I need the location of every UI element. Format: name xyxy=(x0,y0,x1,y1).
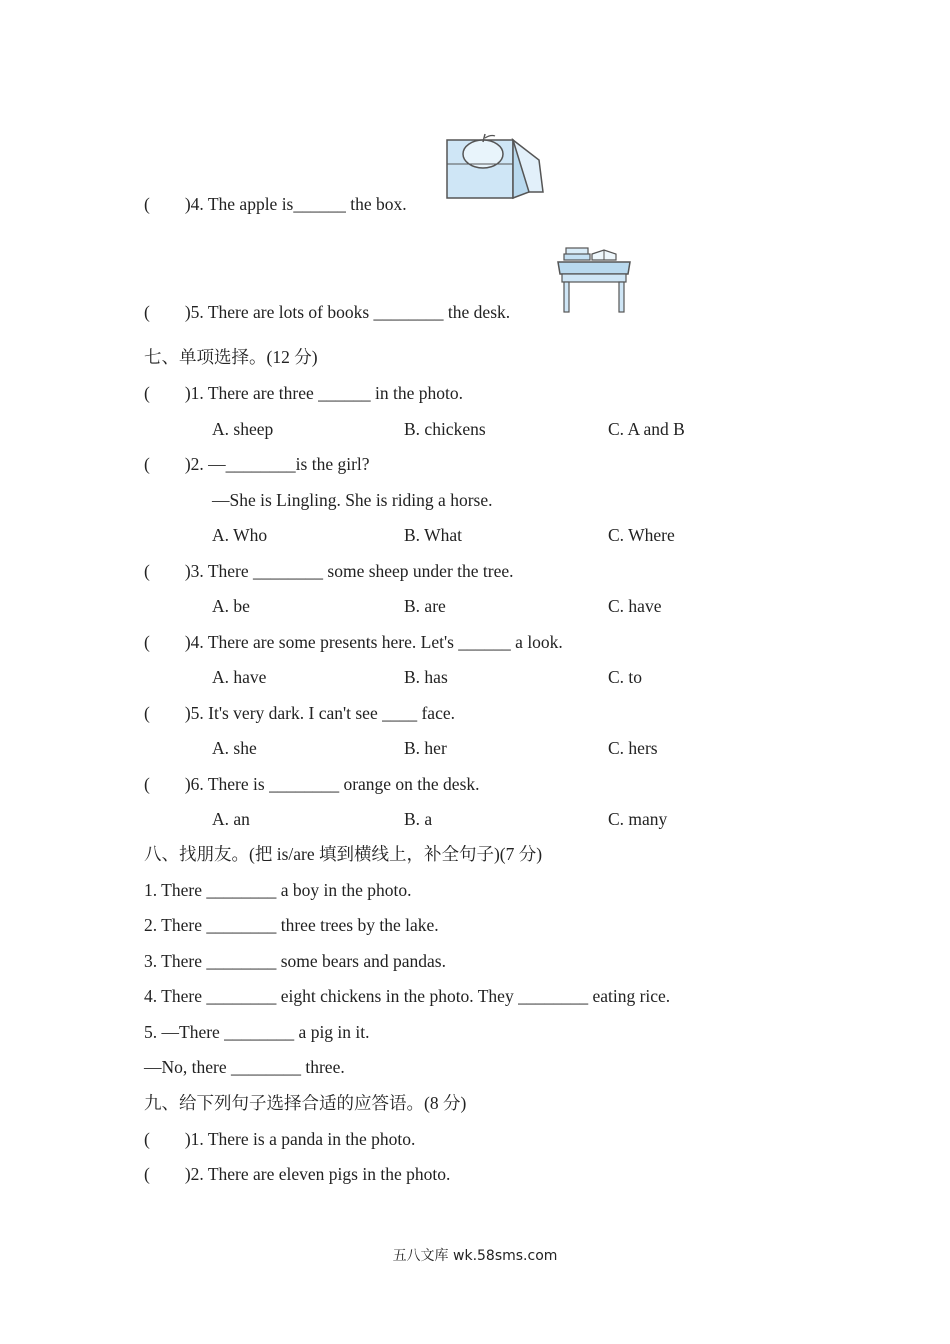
question-9-1: ( )1. There is a panda in the photo. xyxy=(144,1129,416,1149)
option-7-3-b: B. are xyxy=(404,596,446,616)
question-7-3: ( )3. There ________ some sheep under the tree. xyxy=(144,561,514,581)
question-7-2-sub: —She is Lingling. She is riding a horse. xyxy=(212,490,493,510)
option-7-3-a: A. be xyxy=(212,596,250,616)
option-7-3-c: C. have xyxy=(608,596,662,616)
fill-item-8-5: 5. —There ________ a pig in it. xyxy=(144,1022,370,1042)
option-7-2-b: B. What xyxy=(404,525,463,545)
option-7-6-c: C. many xyxy=(608,809,668,829)
option-7-1-b: B. chickens xyxy=(404,419,486,439)
option-7-2-a: A. Who xyxy=(212,525,268,545)
option-7-4-a: A. have xyxy=(212,667,267,687)
option-7-6-a: A. an xyxy=(212,809,250,829)
question-9-2: ( )2. There are eleven pigs in the photo. xyxy=(144,1164,451,1184)
option-7-4-b: B. has xyxy=(404,667,448,687)
option-7-4-c: C. to xyxy=(608,667,643,687)
question-7-5: ( )5. It's very dark. I can't see ____ face. xyxy=(144,703,455,723)
section-8-heading: 八、找朋友。(把 is/are 填到横线上，补全句子)(7 分) xyxy=(144,844,543,864)
option-7-2-c: C. Where xyxy=(608,525,675,545)
option-7-1-a: A. sheep xyxy=(212,419,274,439)
question-7-2: ( )2. —________is the girl? xyxy=(144,454,370,474)
question-7-4: ( )4. There are some presents here. Let's ______ a look. xyxy=(144,632,563,652)
fill-item-8-3: 3. There ________ some bears and pandas. xyxy=(144,951,446,971)
question-6-5: ( )5. There are lots of books ________ the desk. xyxy=(144,302,511,322)
question-7-1: ( )1. There are three ______ in the photo. xyxy=(144,383,463,403)
option-7-5-b: B. her xyxy=(404,738,447,758)
apple-in-box-picture xyxy=(443,130,547,202)
option-7-5-c: C. hers xyxy=(608,738,658,758)
footer-watermark: 五八文库 wk.58sms.com xyxy=(392,1248,558,1264)
section-9-heading: 九、给下列句子选择合适的应答语。(8 分) xyxy=(144,1093,467,1113)
question-6-4: ( )4. The apple is______ the box. xyxy=(144,194,407,214)
option-7-1-c: C. A and B xyxy=(608,419,685,439)
fill-item-8-1: 1. There ________ a boy in the photo. xyxy=(144,880,412,900)
fill-item-8-5-reply: —No, there ________ three. xyxy=(144,1057,345,1077)
fill-item-8-2: 2. There ________ three trees by the lake. xyxy=(144,915,439,935)
fill-item-8-4: 4. There ________ eight chickens in the photo. They ________ eating rice. xyxy=(144,986,671,1006)
books-on-desk-picture xyxy=(556,244,632,314)
section-7-heading: 七、单项选择。(12 分) xyxy=(144,347,318,367)
option-7-6-b: B. a xyxy=(404,809,433,829)
option-7-5-a: A. she xyxy=(212,738,257,758)
question-7-6: ( )6. There is ________ orange on the desk. xyxy=(144,774,480,794)
